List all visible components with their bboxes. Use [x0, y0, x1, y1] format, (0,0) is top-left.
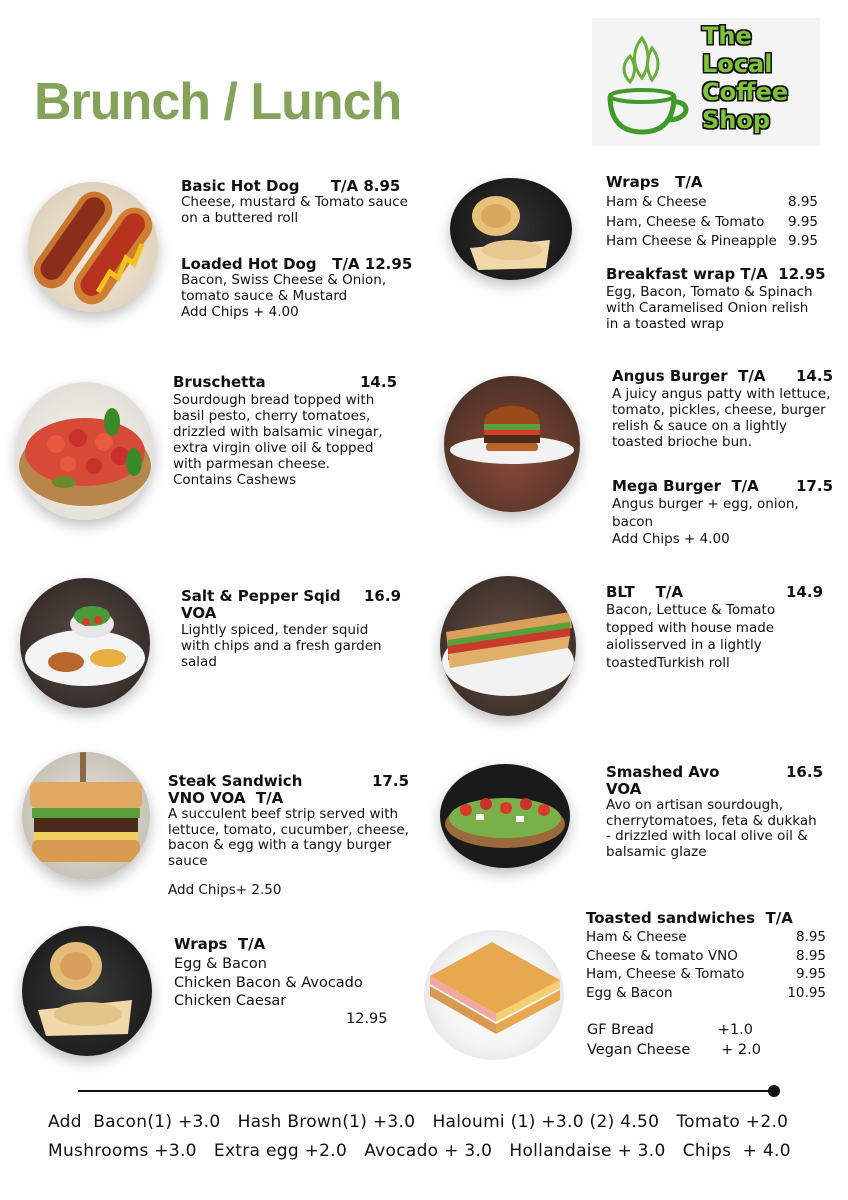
- mega-burger-title: Mega Burger T/A: [612, 477, 759, 495]
- breakfast-wrap-desc: Egg, Bacon, Tomato & Spinach with Caramelised Onion relish in a toasted wrap: [606, 284, 813, 332]
- blt-price: 14.9: [786, 583, 824, 601]
- wraps-bottom-title: Wraps T/A: [174, 935, 266, 953]
- wrap-photo: [450, 178, 572, 280]
- squid-price: 16.9: [364, 587, 402, 605]
- bruschetta-title: Bruschetta: [173, 373, 266, 391]
- steak-sandwich-title: Steak Sandwich: [168, 772, 303, 790]
- steak-sandwich-price: 17.5: [372, 772, 410, 790]
- smashed-avo-title: Smashed Avo: [606, 763, 720, 781]
- steak-sandwich-photo: [22, 752, 150, 880]
- divider-dot: [768, 1085, 780, 1097]
- basic-hot-dog-desc: Cheese, mustard & Tomato sauce on a buttered roll: [181, 194, 408, 226]
- addons-line-1: Add Bacon(1) +3.0 Hash Brown(1) +3.0 Haloumi (1) +3.0 (2) 4.50 Tomato +2.0: [48, 1112, 789, 1132]
- toasted-list: [586, 928, 826, 1002]
- list-item: Ham & Cheese 8.95: [586, 929, 826, 945]
- breakfast-wrap-title: Breakfast wrap T/A 12.95: [606, 265, 826, 283]
- page-title: Brunch / Lunch: [34, 73, 402, 131]
- squid-tag: VOA: [181, 604, 217, 622]
- angus-burger-price: 14.5: [796, 367, 834, 385]
- wraps-bottom-desc: Egg & Bacon Chicken Bacon & Avocado Chicken Caesar: [174, 956, 363, 1009]
- smashed-avo-tag: VOA: [606, 780, 642, 798]
- squid-title: Salt & Pepper Sqid: [181, 587, 341, 605]
- toasted-extras: [587, 1020, 761, 1060]
- toasted-sandwich-photo: [424, 930, 564, 1060]
- wraps-top-list: [606, 193, 818, 252]
- squid-desc: Lightly spiced, tender squid with chips and a fresh garden salad: [181, 622, 382, 670]
- list-item: Egg & Bacon 10.95: [586, 984, 826, 1001]
- mega-burger-price: 17.5: [796, 477, 834, 495]
- bruschetta-photo: [16, 382, 154, 520]
- steak-sandwich-extra: Add Chips+ 2.50: [168, 882, 282, 898]
- list-item: GF Bread +1.0: [587, 1022, 753, 1038]
- divider: [78, 1090, 774, 1092]
- list-item: Ham Cheese & Pineapple 9.95: [606, 233, 818, 249]
- coffee-cup-icon: [598, 26, 698, 138]
- bruschetta-price: 14.5: [360, 373, 398, 391]
- smashed-avo-price: 16.5: [786, 763, 824, 781]
- blt-title: BLT T/A: [606, 583, 683, 601]
- smashed-avo-photo: [440, 764, 570, 868]
- list-item: Cheese & tomato VNO 8.95: [586, 947, 826, 964]
- hot-dog-photo: [28, 182, 158, 312]
- blt-desc: Bacon, Lettuce & Tomato topped with house made aiolisserved in a lightly toastedTurkish roll: [606, 602, 776, 671]
- addons-line-2: Mushrooms +3.0 Extra egg +2.0 Avocado + 3.0 Hollandaise + 3.0 Chips + 4.0: [48, 1141, 791, 1161]
- mega-burger-desc: Angus burger + egg, onion, bacon Add Chips + 4.00: [612, 496, 799, 547]
- loaded-hot-dog-desc: Bacon, Swiss Cheese & Onion, tomato sauce & Mustard Add Chips + 4.00: [181, 272, 387, 320]
- burger-photo: [444, 376, 580, 512]
- list-item: Ham, Cheese & Tomato 9.95: [606, 213, 818, 230]
- logo: [592, 18, 820, 146]
- angus-burger-desc: A juicy angus patty with lettuce, tomato, pickles, cheese, burger relish & sauce on a lightly toasted brioche bun.: [612, 386, 831, 450]
- bruschetta-desc: Sourdough bread topped with basil pesto, cherry tomatoes, drizzled with balsamic vinegar, extra virgin olive oil & topped with parmesan cheese. Contains Cashews: [173, 392, 383, 488]
- list-item: Ham & Cheese 8.95: [606, 194, 818, 210]
- squid-photo: [20, 578, 150, 708]
- steak-sandwich-tag: VNO VOA T/A: [168, 789, 284, 807]
- smashed-avo-desc: Avo on artisan sourdough, cherrytomatoes, feta & dukkah - drizzled with local olive oil & balsamic glaze: [606, 797, 817, 860]
- angus-burger-title: Angus Burger T/A: [612, 367, 766, 385]
- wrap-bottom-photo: [22, 926, 152, 1056]
- wraps-top-title: Wraps T/A: [606, 173, 703, 191]
- logo-text: The Local Coffee Shop: [702, 22, 789, 134]
- wraps-bottom-price: 12.95: [346, 1011, 388, 1027]
- toasted-title: Toasted sandwiches T/A: [586, 909, 793, 927]
- steak-sandwich-desc: A succulent beef strip served with lettuce, tomato, cucumber, cheese, bacon & egg with a tangy burger sauce: [168, 806, 409, 869]
- list-item: Ham, Cheese & Tomato 9.95: [586, 966, 826, 982]
- list-item: Vegan Cheese + 2.0: [587, 1042, 761, 1058]
- basic-hot-dog-title: Basic Hot Dog T/A 8.95: [181, 177, 401, 195]
- blt-photo: [440, 576, 576, 716]
- loaded-hot-dog-title: Loaded Hot Dog T/A 12.95: [181, 255, 413, 273]
